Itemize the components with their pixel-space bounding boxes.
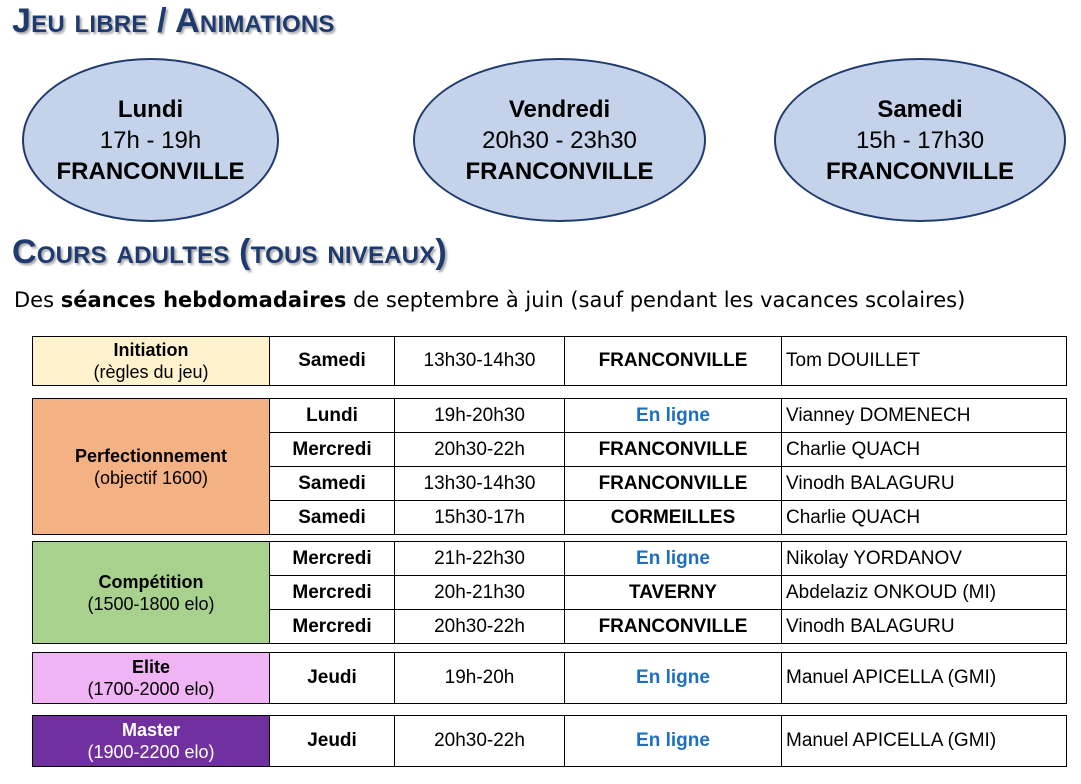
course-group-table	[32, 715, 1067, 767]
place-cell: FRANCONVILLE	[565, 433, 782, 467]
time-cell: 20h30-22h	[395, 433, 565, 467]
time-cell: 13h30-14h30	[395, 337, 565, 386]
place-cell: FRANCONVILLE	[565, 337, 782, 386]
place-cell: En ligne	[565, 653, 782, 704]
level-cell	[33, 542, 270, 644]
session-place: FRANCONVILLE	[826, 157, 1014, 185]
table-row	[33, 653, 1067, 704]
place-cell: TAVERNY	[565, 576, 782, 610]
session-place: FRANCONVILLE	[56, 157, 245, 185]
day-cell: Mercredi	[270, 610, 395, 644]
day-cell: Jeudi	[270, 716, 395, 767]
session-bubble-vendredi	[413, 58, 706, 222]
level-subtitle: (1500-1800 elo)	[87, 593, 215, 614]
coach-cell: Tom DOUILLET	[782, 337, 1067, 386]
level-subtitle: (règles du jeu)	[93, 362, 209, 382]
place-cell: En ligne	[565, 542, 782, 576]
time-cell: 13h30-14h30	[395, 467, 565, 501]
intro-post: de septembre à juin (sauf pendant les vacances scolaires)	[346, 288, 966, 312]
level-subtitle: (1900-2200 elo)	[87, 742, 215, 762]
session-time: 15h - 17h30	[855, 126, 985, 154]
table-row	[33, 716, 1067, 767]
session-day: Lundi	[117, 95, 184, 123]
level-cell	[33, 399, 270, 535]
time-cell: 19h-20h	[395, 653, 565, 704]
level-name: Master	[121, 720, 181, 740]
course-group-table	[32, 336, 1067, 386]
day-cell: Lundi	[270, 399, 395, 433]
table-row	[33, 399, 1067, 433]
level-name: Initiation	[113, 340, 189, 360]
session-place: FRANCONVILLE	[465, 157, 654, 185]
coach-cell: Vinodh BALAGURU	[782, 610, 1067, 644]
level-subtitle: (1700-2000 elo)	[87, 679, 215, 699]
course-group-table	[32, 541, 1067, 644]
coach-cell: Manuel APICELLA (GMI)	[782, 653, 1067, 704]
day-cell: Samedi	[270, 467, 395, 501]
section-title-jeu-libre: Jeu libre / Animations	[12, 2, 335, 40]
level-subtitle: (objectif 1600)	[93, 467, 209, 488]
coach-cell: Vianney DOMENECH	[782, 399, 1067, 433]
intro-pre: Des	[14, 288, 61, 312]
coach-cell: Charlie QUACH	[782, 501, 1067, 535]
day-cell: Mercredi	[270, 542, 395, 576]
course-group-table	[32, 652, 1067, 704]
session-time: 20h30 - 23h30	[482, 126, 637, 154]
coach-cell: Nikolay YORDANOV	[782, 542, 1067, 576]
time-cell: 20h30-22h	[395, 610, 565, 644]
time-cell: 20h-21h30	[395, 576, 565, 610]
place-cell: CORMEILLES	[565, 501, 782, 535]
time-cell: 15h30-17h	[395, 501, 565, 535]
day-cell: Samedi	[270, 501, 395, 535]
intro-text	[14, 288, 965, 312]
day-cell: Jeudi	[270, 653, 395, 704]
level-name: Compétition	[98, 571, 204, 592]
session-bubble-samedi	[774, 58, 1066, 222]
time-cell: 19h-20h30	[395, 399, 565, 433]
time-cell: 21h-22h30	[395, 542, 565, 576]
time-cell: 20h30-22h	[395, 716, 565, 767]
place-cell: En ligne	[565, 399, 782, 433]
level-cell	[33, 716, 270, 767]
day-cell: Mercredi	[270, 576, 395, 610]
coach-cell: Abdelaziz ONKOUD (MI)	[782, 576, 1067, 610]
level-name: Elite	[131, 657, 170, 677]
place-cell: En ligne	[565, 716, 782, 767]
day-cell: Samedi	[270, 337, 395, 386]
level-cell	[33, 653, 270, 704]
session-bubble-lundi	[22, 58, 279, 222]
coach-cell: Manuel APICELLA (GMI)	[782, 716, 1067, 767]
coach-cell: Charlie QUACH	[782, 433, 1067, 467]
intro-bold: séances hebdomadaires	[60, 288, 347, 312]
session-day: Samedi	[877, 95, 963, 123]
section-title-cours-adultes: Cours adultes (tous niveaux)	[12, 233, 447, 271]
level-name: Perfectionnement	[74, 445, 228, 466]
table-row	[33, 337, 1067, 386]
coach-cell: Vinodh BALAGURU	[782, 467, 1067, 501]
day-cell: Mercredi	[270, 433, 395, 467]
session-time: 17h - 19h	[99, 126, 202, 154]
course-group-table	[32, 398, 1067, 535]
level-cell	[33, 337, 270, 386]
session-day: Vendredi	[508, 95, 611, 123]
table-row	[33, 542, 1067, 576]
place-cell: FRANCONVILLE	[565, 467, 782, 501]
place-cell: FRANCONVILLE	[565, 610, 782, 644]
